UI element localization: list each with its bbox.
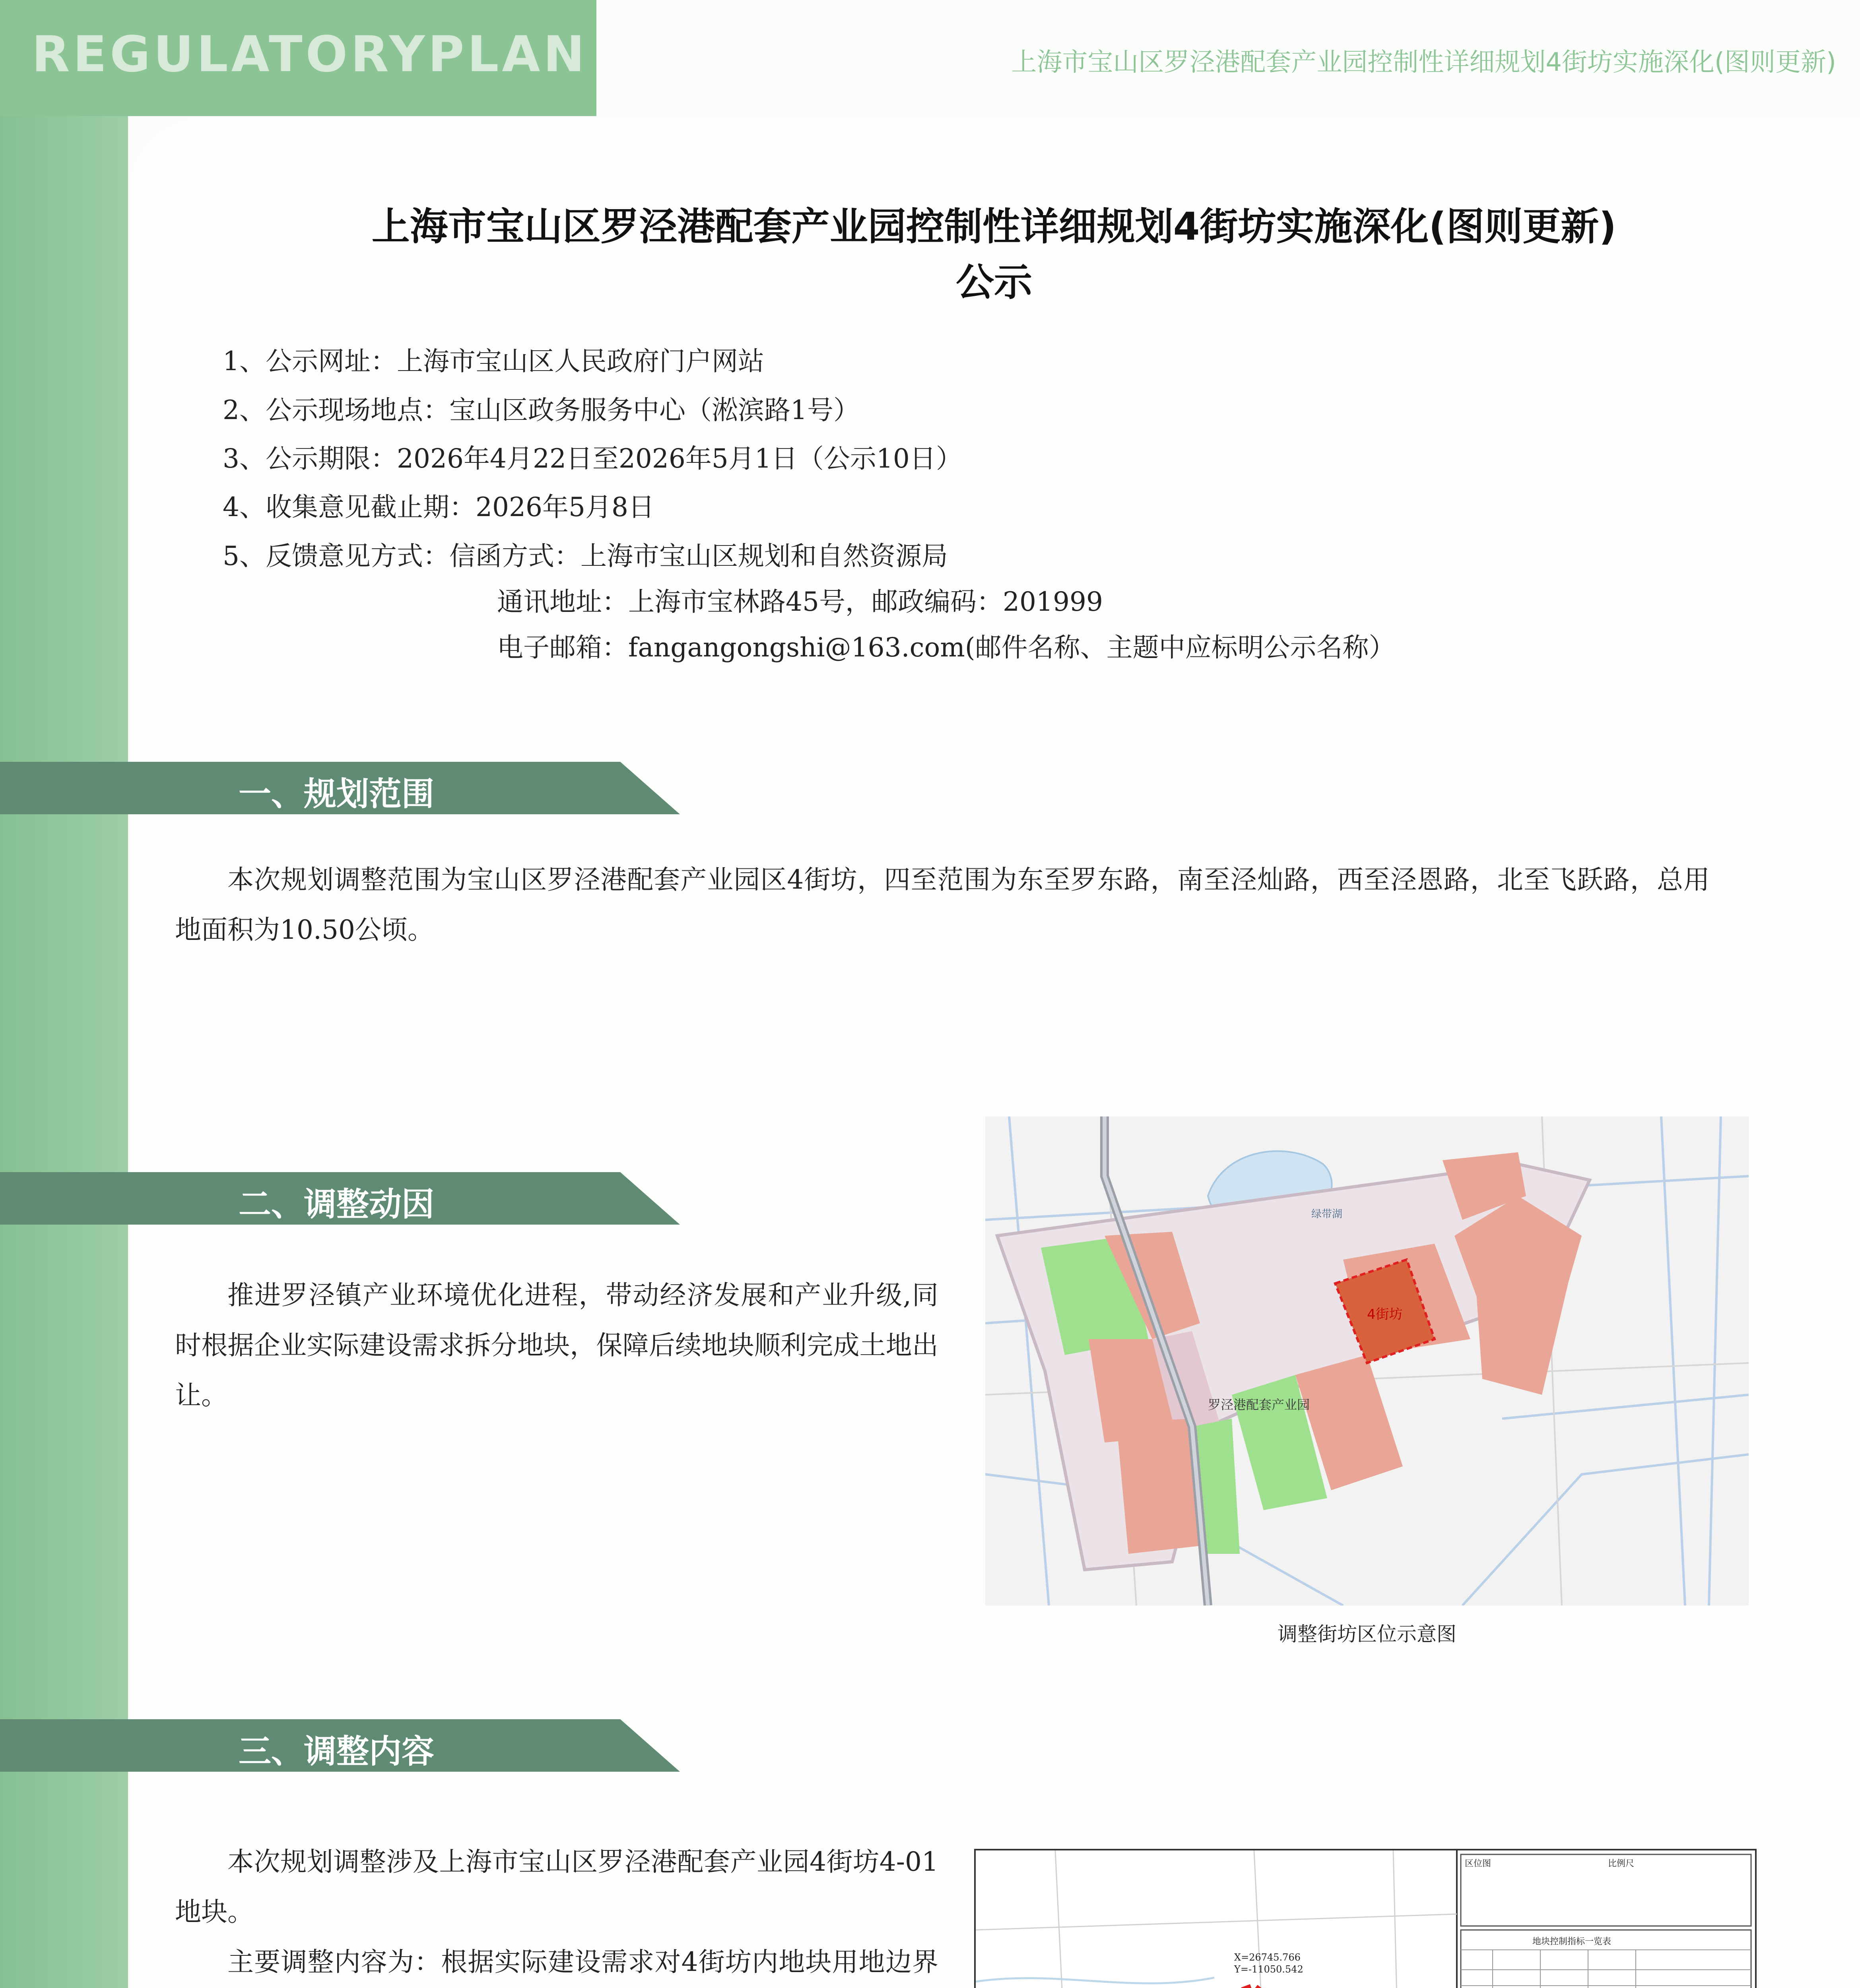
- adjusted-plan-map: [974, 1849, 1757, 1988]
- info-url: 1、公示网址：上海市宝山区人民政府门户网站: [223, 346, 764, 377]
- panel-location-label: 区位图: [1465, 1859, 1491, 1869]
- map1-caption: 调整街坊区位示意图: [1278, 1623, 1456, 1646]
- section-3-title: 三、调整内容: [239, 1733, 435, 1771]
- coord-1-x: X=26745.766: [1234, 1952, 1301, 1963]
- section-2-text: 推进罗泾镇产业环境优化进程，带动经济发展和产业升级,同时根据企业实际建设需求拆分地块，保障后续地块顺利完成土地出让。: [175, 1280, 938, 1411]
- section-1-text: 本次规划调整范围为宝山区罗泾港配套产业园区4街坊，四至范围为东至罗东路，南至泾灿路，西至泾恩路，北至飞跃路，总用地面积为10.50公顷。: [175, 864, 1710, 945]
- location-map: [985, 1116, 1749, 1606]
- section-3-body: [175, 1837, 938, 1988]
- panel-table-label: 地块控制指标一览表: [1532, 1937, 1611, 1947]
- info-address: 通讯地址：上海市宝林路45号，邮政编码：201999: [497, 586, 1103, 617]
- section-2-title: 二、调整动因: [239, 1186, 435, 1223]
- adjusted-plan-graphic: [976, 1850, 1755, 1988]
- logo-text: REGULATORYPLAN: [32, 26, 588, 83]
- panel-scale-label: 比例尺: [1608, 1859, 1635, 1869]
- title-line-1: 上海市宝山区罗泾港配套产业园控制性详细规划4街坊实施深化(图则更新): [371, 204, 1617, 249]
- page-title: [128, 199, 1860, 310]
- info-period: 3、公示期限：2026年4月22日至2026年5月1日（公示10日）: [223, 443, 962, 474]
- section-1-title: 一、规划范围: [239, 775, 435, 813]
- map1-block-label: 4街坊: [1367, 1307, 1403, 1322]
- info-deadline: 4、收集意见截止期：2026年5月8日: [223, 492, 654, 522]
- section-3-para-2: 主要调整内容为：根据实际建设需求对4街坊内地块用地边界: [227, 1947, 938, 1977]
- info-feedback: 5、反馈意见方式：信函方式：上海市宝山区规划和自然资源局: [223, 541, 948, 571]
- left-decor-bar: [0, 0, 128, 1988]
- info-location: 2、公示现场地点：宝山区政务服务中心（淞滨路1号）: [223, 395, 860, 425]
- title-line-2: 公示: [956, 260, 1032, 305]
- info-email: 电子邮箱：fangangongshi@163.com(邮件名称、主题中应标明公示名称）: [497, 632, 1395, 663]
- coord-1-y: Y=-11050.542: [1234, 1964, 1303, 1975]
- header-doc-name: 上海市宝山区罗泾港配套产业园控制性详细规划4街坊实施深化(图则更新): [1011, 48, 1836, 77]
- map1-lake-label: 绿带湖: [1311, 1208, 1343, 1220]
- map1-park-label: 罗泾港配套产业园: [1208, 1397, 1310, 1412]
- location-map-graphic: [985, 1116, 1749, 1606]
- section-3-para-1: 本次规划调整涉及上海市宝山区罗泾港配套产业园4街坊4-01地块。: [175, 1846, 938, 1927]
